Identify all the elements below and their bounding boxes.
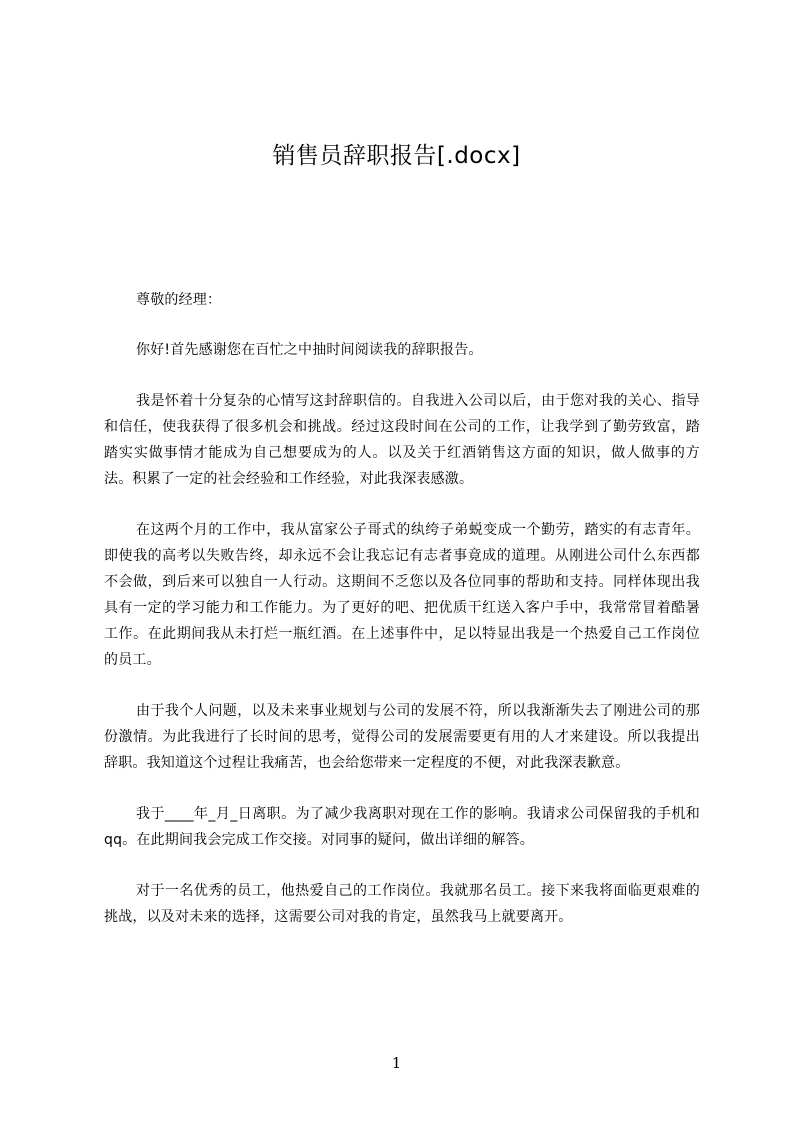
body-paragraph: 我于____年_月_日离职。为了减少我离职对现在工作的影响。我请求公司保留我的手机和qq。在此期间我会完成工作交接。对同事的疑问，做出详细的解答。: [104, 806, 700, 848]
body-paragraph: 在这两个月的工作中，我从富家公子哥式的纨绔子弟蜕变成一个勤劳，踏实的有志青年。即使我的高考以失败告终，却永远不会让我忘记有志者事竟成的道理。从刚进公司什么东西都不会做，到后来可以独自一人行动。这期间不乏您以及各位同事的帮助和支持。同样体现出我具有一定的学习能力和工作能力。为了更好的吧、把优质干红送入客户手中，我常常冒着酷暑工作。在此期间我从未打烂一瓶红酒。在上述事件中，足以特显出我是一个热爱自己工作岗位的员工。: [104, 522, 700, 668]
greeting-paragraph: 你好!首先感谢您在百忙之中抽时间阅读我的辞职报告。: [136, 342, 483, 358]
body-paragraph: 对于一名优秀的员工，他热爱自己的工作岗位。我就那名员工。接下来我将面临更艰难的挑战，以及对未来的选择，这需要公司对我的肯定，虽然我马上就要离开。: [104, 883, 700, 925]
document-title: 销售员辞职报告[.docx]: [272, 143, 521, 169]
body-paragraph: 由于我个人问题，以及未来事业规划与公司的发展不符，所以我渐渐失去了刚进公司的那份激情。为此我进行了长时间的思考，觉得公司的发展需要更有用的人才来建设。所以我提出辞职。我知道这个过程让我痛苦，也会给您带来一定程度的不便，对此我深表歉意。: [104, 703, 700, 771]
page-number: 1: [391, 1054, 402, 1072]
document-body: [104, 287, 700, 955]
salutation: 尊敬的经理：: [136, 292, 222, 308]
body-paragraph: 我是怀着十分复杂的心情写这封辞职信的。自我进入公司以后，由于您对我的关心、指导和信任，使我获得了很多机会和挑战。经过这段时间在公司的工作，让我学到了勤劳致富，踏踏实实做事情才能成为自己想要成为的人。以及关于红酒销售这方面的知识，做人做事的方法。积累了一定的社会经验和工作经验，对此我深表感激。: [104, 393, 700, 487]
